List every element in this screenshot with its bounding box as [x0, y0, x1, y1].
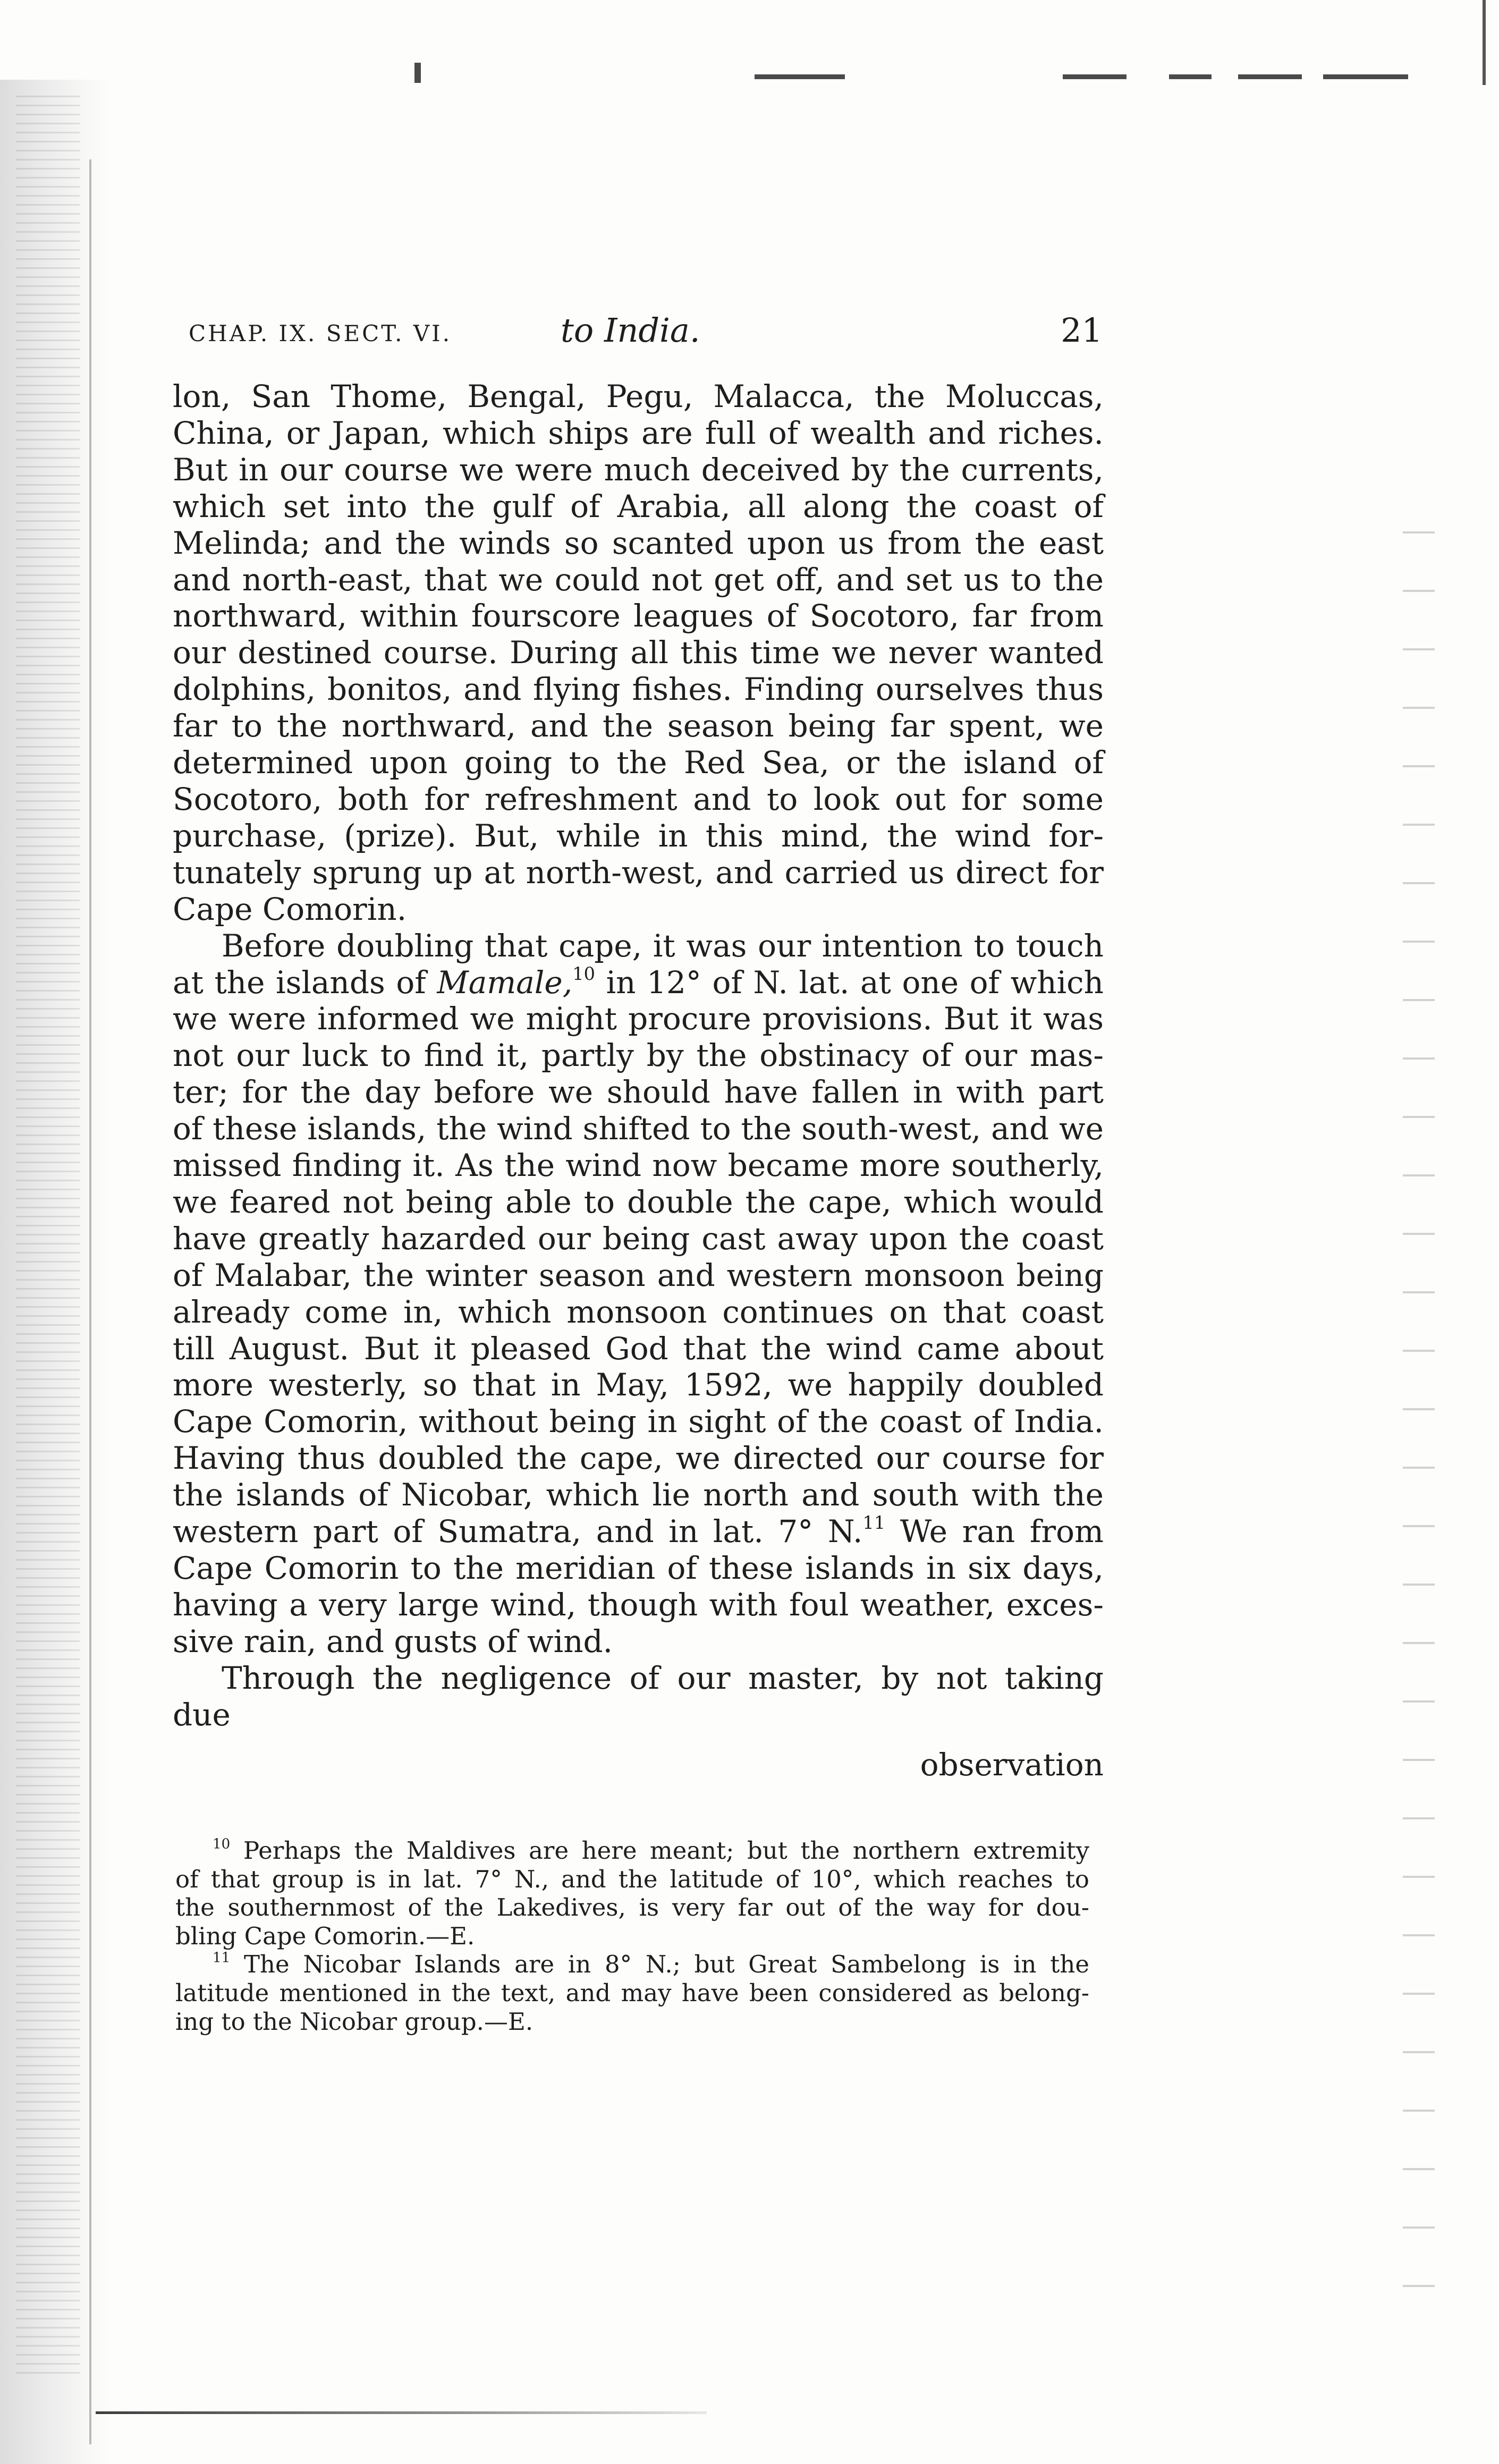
text-line: we were informed we might procure provisions. But it was	[173, 1001, 1104, 1037]
text-line: of these islands, the wind shifted to the south-west, and we	[173, 1111, 1104, 1147]
text-line: tunately sprung up at north-west, and carried us direct for	[173, 854, 1104, 891]
text-line: dolphins, bonitos, and flying fishes. Finding ourselves thus	[173, 671, 1104, 708]
text-line: the islands of Nicobar, which lie north and south with the	[173, 1477, 1104, 1513]
footnote-ref-10: 10	[572, 963, 595, 984]
scan-bottom-rule	[96, 2411, 707, 2414]
scan-specks	[1403, 531, 1435, 2338]
text-line: Cape Comorin.	[173, 891, 407, 927]
text-line: purchase, (prize). But, while in this mind, the wind for-	[173, 817, 1104, 854]
footnote-10-line: of that group is in lat. 7° N., and the latitude of 10°, which reaches to	[175, 1865, 1089, 1893]
place-name-italic: Mamale,	[437, 964, 573, 1001]
text-line-with-note-ref	[173, 1513, 1104, 1550]
scan-mark	[414, 63, 421, 83]
catchword: observation	[920, 1747, 1104, 1783]
binding-edge-line	[89, 159, 91, 2444]
footnote-10-line: bling Cape Comorin.—E.	[175, 1921, 475, 1950]
text-line: far to the northward, and the season being far spent, we	[173, 708, 1104, 744]
text-line: having a very large wind, though with foul weather, exces-	[173, 1586, 1104, 1623]
text-line: Cape Comorin, without being in sight of the coast of India.	[173, 1403, 1104, 1440]
text-line: determined upon going to the Red Sea, or the island of	[173, 744, 1104, 781]
binding-speckle	[16, 96, 80, 2381]
text-line: sive rain, and gusts of wind.	[173, 1623, 613, 1659]
footnote-10-line	[175, 1836, 1089, 1865]
text-fragment: western part of Sumatra, and in lat. 7° N.	[173, 1513, 863, 1550]
scan-mark	[755, 74, 845, 79]
footnote-ref-11: 11	[862, 1512, 886, 1533]
text-line: of Malabar, the winter season and western monsoon being	[173, 1257, 1104, 1293]
text-line: we feared not being able to double the cape, which would	[173, 1183, 1104, 1220]
text-fragment: The Nicobar Islands are in 8° N.; but Great Sambelong is in the	[230, 1950, 1089, 1979]
text-line: But in our course we were much deceived by the currents,	[173, 451, 1104, 488]
text-line: China, or Japan, which ships are full of wealth and riches.	[173, 414, 1104, 451]
scan-mark	[1169, 74, 1212, 79]
text-line: missed finding it. As the wind now became more southerly,	[173, 1147, 1104, 1184]
scan-edge-mark	[1483, 0, 1486, 85]
text-line: till August. But it pleased God that the wind came about	[173, 1330, 1104, 1367]
footnotes	[175, 1836, 1089, 2036]
footnote-11-line	[175, 1950, 1089, 1979]
scan-mark	[1238, 74, 1302, 79]
text-line: Having thus doubled the cape, we directed our course for	[173, 1440, 1104, 1477]
text-line: already come in, which monsoon continues on that coast	[173, 1293, 1104, 1330]
footnote-10-mark: 10	[213, 1836, 231, 1852]
text-line: which set into the gulf of Arabia, all along the coast of	[173, 488, 1104, 524]
text-line-with-note-ref	[173, 964, 1104, 1001]
text-line: Through the negligence of our master, by not taking due	[173, 1659, 1104, 1733]
text-line: Socotoro, both for refreshment and to look out for some	[173, 781, 1104, 817]
footnote-10-line: the southernmost of the Lakedives, is very far out of the way for dou-	[175, 1893, 1089, 1922]
text-line: ter; for the day before we should have fallen in with part	[173, 1074, 1104, 1111]
scan-mark	[1063, 74, 1127, 79]
text-fragment: in 12° of N. lat. at one of which	[595, 964, 1104, 1001]
text-fragment: We ran from	[885, 1513, 1104, 1550]
running-title: to India.	[561, 311, 700, 350]
body-text	[173, 378, 1104, 1733]
text-line: not our luck to find it, partly by the obstinacy of our mas-	[173, 1037, 1104, 1074]
text-line: have greatly hazarded our being cast away upon the coast	[173, 1220, 1104, 1257]
text-line: more westerly, so that in May, 1592, we happily doubled	[173, 1367, 1104, 1403]
footnote-11-line: latitude mentioned in the text, and may have been considered as belong-	[175, 1978, 1089, 2007]
text-line: Before doubling that cape, it was our intention to touch	[222, 927, 1104, 964]
running-header	[189, 311, 1103, 359]
page-number: 21	[1061, 311, 1103, 350]
text-line: northward, within fourscore leagues of Socotoro, far from	[173, 598, 1104, 634]
text-line: our destined course. During all this time we never wanted	[173, 634, 1104, 671]
text-line: Cape Comorin to the meridian of these islands in six days,	[173, 1550, 1104, 1586]
scan-mark	[1323, 74, 1408, 79]
text-line: Melinda; and the winds so scanted upon us from the east	[173, 524, 1104, 561]
text-fragment: at the islands of	[173, 964, 426, 1001]
text-line: and north-east, that we could not get off, and set us to the	[173, 561, 1104, 598]
text-fragment: Perhaps the Maldives are here meant; but the northern extremity	[230, 1836, 1089, 1865]
text-line: lon, San Thome, Bengal, Pegu, Malacca, the Moluccas,	[173, 378, 1104, 414]
footnote-11-mark: 11	[213, 1950, 231, 1966]
chapter-section-label: CHAP. IX. SECT. VI.	[189, 320, 452, 346]
footnote-11-line: ing to the Nicobar group.—E.	[175, 2007, 533, 2036]
